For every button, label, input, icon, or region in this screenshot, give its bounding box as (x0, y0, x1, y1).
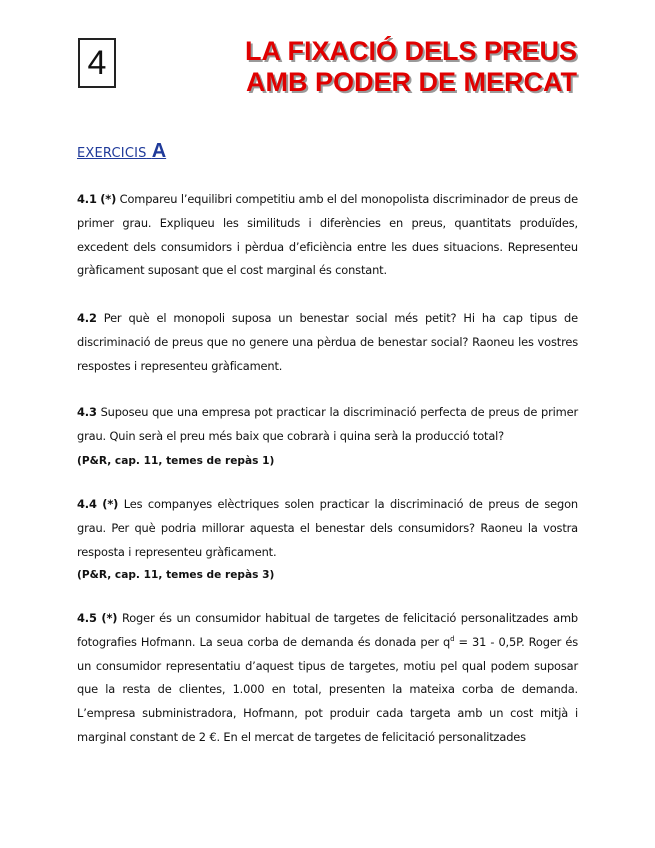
page-title (137, 36, 577, 98)
title-line-2: AMB PODER DE MERCAT (245, 67, 577, 97)
exercise-text: Per què el monopoli suposa un benestar social més petit? Hi ha cap tipus de discriminació de preus que no genere una pèrdua de benestar social? Raoneu les vostres respostes i representeu gràficament. (77, 311, 578, 373)
exercise-text-part-2: = 31 - 0,5P. Roger és un consumidor representatiu d’aquest tipus de targetes, motiu pel qual podem suposar que la resta de clientes, 1.000 en total, presenten la mateixa corba de demanda. L’empresa subministradora, Hofmann, pot produir cada targeta amb un cost mitjà i marginal constant de 2 €. En el mercat de targetes de felicitació personalitzades (77, 634, 578, 744)
exercise-4-3 (77, 401, 578, 449)
title-line-1: LA FIXACIÓ DELS PREUS (244, 36, 577, 66)
exercise-text: Les companyes elèctriques solen practicar la discriminació de preus de segon grau. Per què podria millorar aquesta el benestar dels consumidors? Raoneu la vostra resposta i representeu gràficament. (77, 497, 578, 559)
exercise-4-2 (77, 307, 578, 378)
section-heading-letter: A (151, 140, 167, 162)
exercise-4-1 (77, 188, 578, 283)
chapter-number: 4 (87, 43, 107, 82)
exercise-number: 4.1 (77, 192, 97, 206)
exercise-4-5 (77, 607, 578, 750)
exercise-number: 4.5 (77, 611, 97, 625)
exercise-marker: (*) (102, 497, 119, 511)
exercise-number: 4.3 (77, 405, 97, 419)
exercise-reference: (P&R, cap. 11, temes de repàs 3) (77, 569, 275, 581)
chapter-number-box (78, 38, 116, 88)
exercise-reference: (P&R, cap. 11, temes de repàs 1) (77, 455, 275, 467)
section-heading-word: EXERCICIS (77, 146, 147, 161)
exercise-text: Suposeu que una empresa pot practicar la discriminació perfecta de preus de primer grau. Quin serà el preu més baix que cobrarà i quina serà la producció total? (77, 405, 578, 443)
exercise-4-4 (77, 493, 578, 564)
section-heading (77, 140, 166, 163)
exercise-marker: (*) (101, 611, 118, 625)
exercise-marker: (*) (100, 192, 117, 206)
exercise-text-part-1: Roger és un consumidor habitual de targetes de felicitació personalitzades amb fotografies Hofmann. La seua corba de demanda és donada per q (77, 611, 578, 649)
demand-superscript: d (450, 635, 455, 643)
exercise-number: 4.4 (77, 497, 97, 511)
exercise-text: Compareu l’equilibri competitiu amb el del monopolista discriminador de preus de primer grau. Expliqueu les similituds i diferències en preus, quantitats produïdes, excedent dels consumidors i pèrdua d’eficiència entre les dues situacions. Representeu gràficament suposant que el cost marginal és constant. (77, 192, 578, 278)
exercise-number: 4.2 (77, 311, 97, 325)
